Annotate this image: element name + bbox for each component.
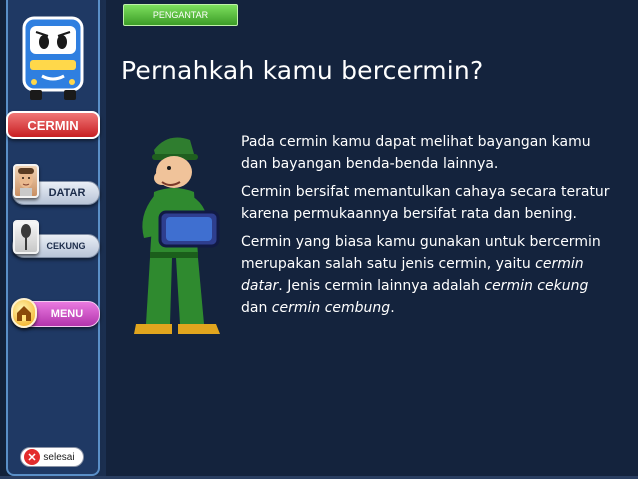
paragraph-3 [241, 231, 616, 319]
paragraph-3-text: . Jenis cermin lainnya adalah [278, 278, 485, 294]
sidebar-item-label: CEKUNG [46, 241, 86, 251]
page-title: Pernahkah kamu bercermin? [121, 56, 484, 85]
sidebar-item-cermin[interactable] [6, 111, 100, 139]
face-thumbnail-icon [13, 164, 39, 198]
sidebar-item-label: MENU [50, 308, 84, 320]
term-cermin-cembung: cermin cembung [271, 300, 391, 316]
close-icon: ✕ [24, 449, 40, 465]
home-icon [11, 298, 37, 328]
worker-holding-mirror-illustration [132, 128, 232, 344]
bus-logo-icon [20, 12, 86, 104]
term-cermin-datar: cermin datar [241, 256, 584, 294]
term-cermin-cekung: cermin cekung [484, 278, 589, 294]
paragraph-1: Pada cermin kamu dapat melihat bayangan kamu dan bayangan benda-benda lainnya. [241, 134, 591, 172]
spoon-icon [13, 220, 39, 254]
sidebar-item-label: CERMIN [27, 117, 79, 133]
content-text [241, 131, 616, 325]
sidebar-item-label: DATAR [48, 187, 86, 199]
sidebar [0, 0, 106, 479]
paragraph-3-text: dan [241, 300, 272, 316]
paragraph-2: Cermin bersifat memantulkan cahaya secara teratur karena permukaannya bersifat rata dan bening. [241, 184, 610, 222]
tab-label: PENGANTAR [152, 10, 209, 20]
paragraph-3-text: Cermin yang biasa kamu gunakan untuk bercermin merupakan salah satu jenis cermin, yaitu [241, 234, 601, 272]
tab-pengantar[interactable] [123, 4, 238, 26]
exit-label: selesai [43, 451, 75, 463]
paragraph-3-text: . [390, 300, 395, 316]
